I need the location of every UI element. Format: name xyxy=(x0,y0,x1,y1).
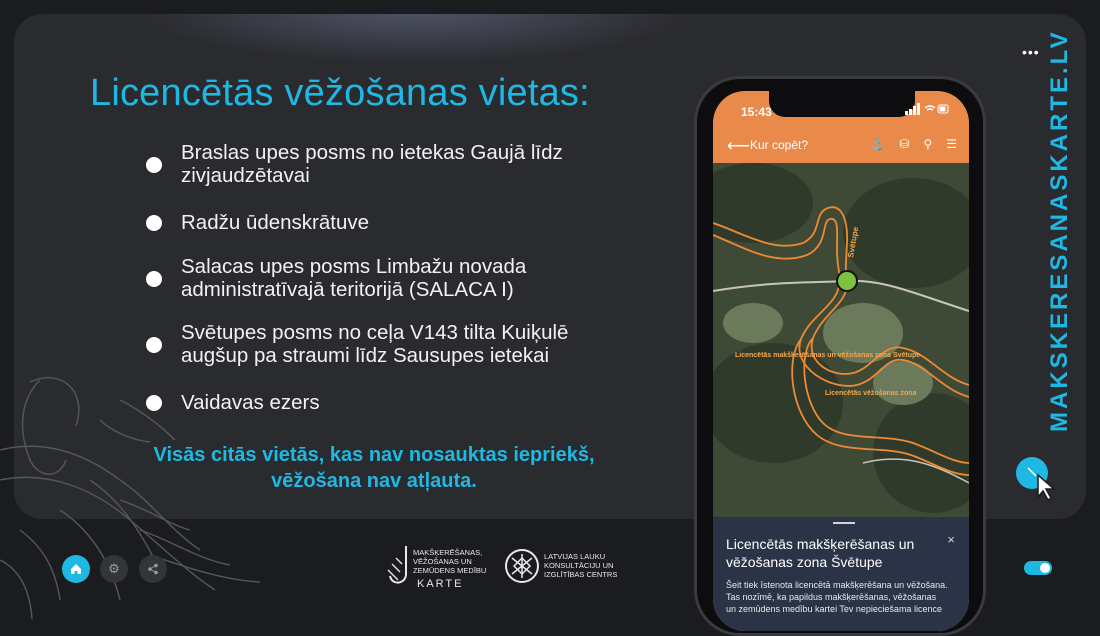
more-options-icon[interactable]: ••• xyxy=(1022,44,1040,60)
phone-screen xyxy=(713,91,969,631)
cursor-icon xyxy=(1014,455,1062,503)
brand-vertical xyxy=(1011,29,1073,460)
status-time: 15:43 xyxy=(741,105,772,119)
bullet-dot xyxy=(146,215,162,231)
info-bottom-sheet xyxy=(713,517,969,631)
map-marker[interactable] xyxy=(837,271,857,291)
logo-text: MAKŠĶERĒŠANAS, VĒŽOŠANAS UN ZEMŪDENS MEDĪBU xyxy=(413,548,487,575)
settings-button[interactable] xyxy=(100,555,128,583)
app-bar xyxy=(713,129,969,163)
toggle-switch[interactable] xyxy=(1024,561,1052,575)
logo-karte: KARTE xyxy=(417,578,464,590)
user-icon[interactable]: ⚲ xyxy=(923,137,933,151)
share-icon xyxy=(147,563,159,575)
basket-icon[interactable]: ⛁ xyxy=(899,137,910,151)
bullet-dot xyxy=(146,271,162,287)
bullet-dot xyxy=(146,157,162,173)
status-bar xyxy=(713,91,969,129)
slide-headline: Licencētās vēžošanas vietas: xyxy=(90,72,590,114)
fishing-map-logo xyxy=(386,544,487,595)
menu-icon[interactable]: ☰ xyxy=(946,137,957,151)
bullet-text: Vaidavas ezers xyxy=(181,391,320,414)
bullet-text: Svētupes posms no ceļa V143 tilta Kuiķulē augšup pa straumi līdz Sausupes ietekai xyxy=(181,321,569,367)
llkc-logo xyxy=(504,548,618,589)
app-bar-icons xyxy=(870,137,957,151)
phone-notch xyxy=(769,91,915,117)
logo-text: LATVIJAS LAUKU KONSULTĀCIJU UN IZGLĪTĪBAS CENTRS xyxy=(544,552,618,579)
bullet-text: Braslas upes posms no ietekas Gaujā līdz zivjaudzētavai xyxy=(181,141,563,187)
share-button[interactable] xyxy=(139,555,167,583)
bullet-item xyxy=(146,256,621,301)
map-label-zone-short: Licencētās vēžošanas zona xyxy=(825,390,917,397)
status-icons xyxy=(905,103,949,118)
hook-logo-icon xyxy=(386,544,412,590)
app-title: Kur copēt? xyxy=(750,138,809,152)
home-button[interactable] xyxy=(62,555,90,583)
bullet-item xyxy=(146,212,621,235)
phone-mockup xyxy=(694,76,986,636)
back-arrow-icon[interactable]: ⟵ xyxy=(727,138,750,155)
brand-site-name: MAKSKERESANASKARTE.LV xyxy=(1046,29,1073,432)
bullet-text: Radžu ūdenskrātuve xyxy=(181,211,370,234)
notice-line: vēžošana nav atļauta. xyxy=(271,470,477,492)
sheet-drag-handle[interactable] xyxy=(833,522,855,524)
bullet-text: Salacas upes posms Limbažu novada administratīvajā teritorijā (SALACA I) xyxy=(181,255,527,301)
home-icon xyxy=(70,563,82,575)
map-label-zone-long: Licencētās makšķerēšanas un vēžošanas zona Svētupe xyxy=(735,352,921,359)
map-label-river: Svētupe xyxy=(846,226,861,259)
bullet-dot xyxy=(146,337,162,353)
satellite-map[interactable] xyxy=(713,163,969,517)
close-icon[interactable]: × xyxy=(947,532,955,547)
sheet-description: Šeit tiek īstenota licencētā makšķerēšana un vēžošana. Tas nozīmē, ka papildus makšķerēšanas, vēžošanas un zemūdens medību kartei Tev nepieciešama licence xyxy=(726,580,948,614)
llkc-emblem-icon xyxy=(504,548,540,584)
signal-icon xyxy=(905,103,949,115)
hook-icon[interactable]: ⚓ xyxy=(870,137,886,151)
gear-icon: ⚙ xyxy=(108,561,120,576)
bullet-item xyxy=(146,142,621,187)
sheet-title: Licencētās makšķerēšanas un vēžošanas zona Švētupe xyxy=(726,536,915,570)
notice-line: Visās citās vietās, kas nav nosauktas iepriekš, xyxy=(153,444,595,466)
